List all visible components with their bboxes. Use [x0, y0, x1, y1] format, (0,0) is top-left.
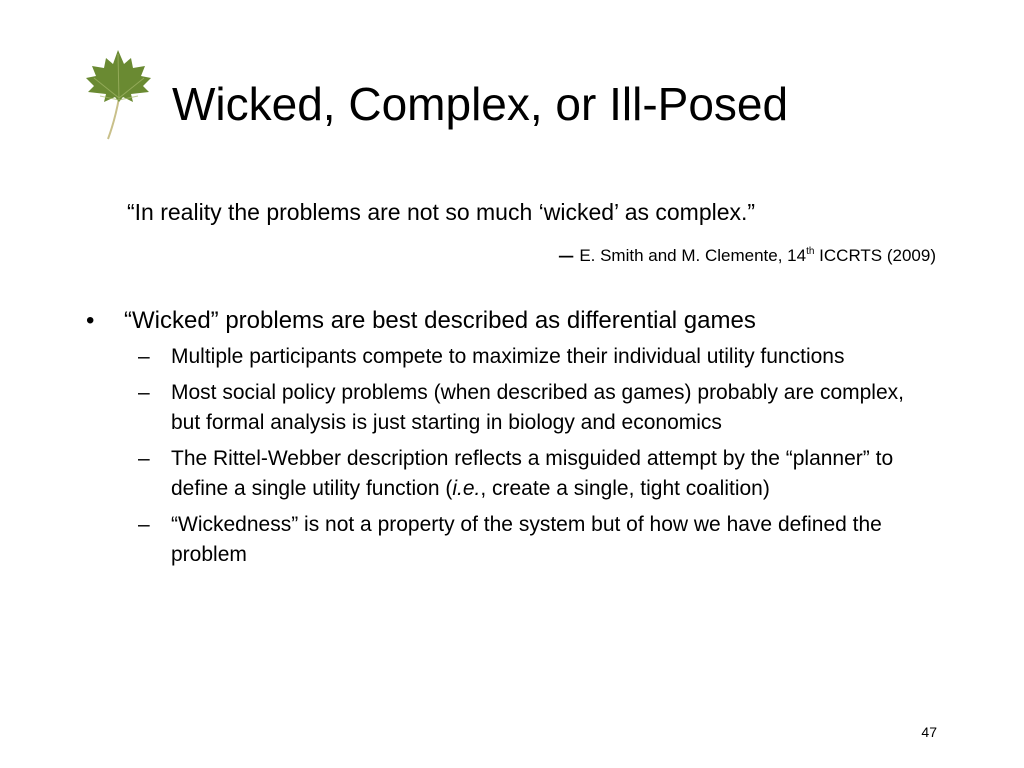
bullet-marker: • [86, 307, 95, 334]
sub-bullet-text-after: , create a single, tight coalition) [480, 477, 770, 500]
sub-bullet-text [171, 444, 911, 504]
sub-bullet-text: Most social policy problems (when described as games) probably are complex, but formal analysis is just starting in biology and economics [171, 381, 904, 434]
sub-bullet-item [138, 444, 946, 504]
sub-bullet-marker: – [138, 345, 150, 368]
quote-text: “In reality the problems are not so much ‘wicked’ as complex.” [127, 199, 756, 225]
sub-bullet-list [86, 342, 946, 570]
attribution-dash: – [558, 239, 574, 269]
attribution-suffix: ICCRTS (2009) [814, 246, 936, 265]
sub-bullet-marker: – [138, 381, 150, 404]
sub-bullet-item [138, 510, 946, 570]
slide-title: Wicked, Complex, or Ill-Posed [172, 78, 789, 130]
quote-attribution [559, 240, 936, 270]
sub-bullet-text-italic: i.e. [452, 477, 481, 500]
sub-bullet-marker: – [138, 513, 150, 536]
maple-leaf-icon [82, 48, 154, 140]
sub-bullet-text-before: The Rittel-Webber description reflects a misguided attempt by the “planner” to define a single utility function ( [171, 447, 894, 500]
leaf-stem [108, 98, 119, 139]
bullet-text: “Wicked” problems are best described as differential games [124, 307, 756, 334]
sub-bullet-marker: – [138, 447, 150, 470]
bullet-item [86, 306, 946, 336]
attribution-prefix: E. Smith and M. Clemente, 14 [579, 246, 807, 265]
sub-bullet-text: “Wickedness” is not a property of the system but of how we have defined the problem [171, 513, 882, 566]
sub-bullet-item [138, 378, 946, 438]
bullet-list [86, 306, 946, 576]
page-number: 47 [921, 724, 937, 740]
sub-bullet-item [138, 342, 946, 372]
sub-bullet-text: Multiple participants compete to maximize their individual utility functions [171, 345, 845, 368]
attribution-superscript: th [806, 246, 815, 257]
